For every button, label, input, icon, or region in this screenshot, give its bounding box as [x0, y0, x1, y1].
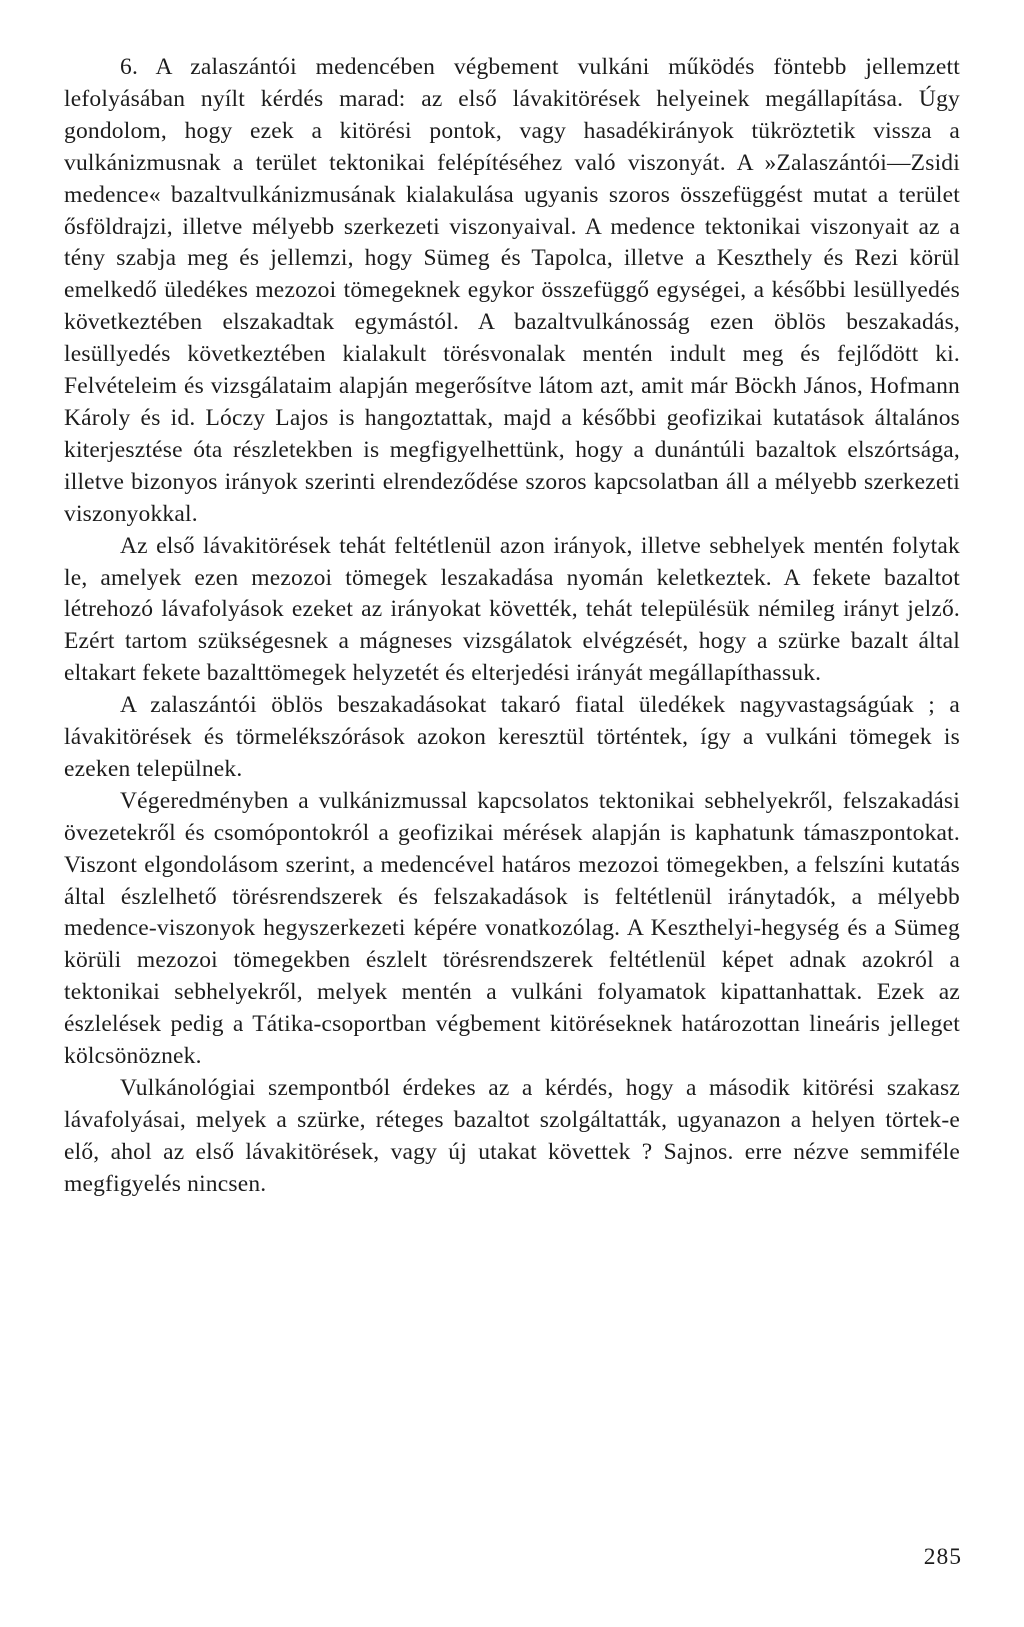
- page-body: [64, 52, 960, 1201]
- paragraph-1: 6. A zalaszántói medencében végbement vulkáni működés föntebb jellemzett lefolyásában nyílt kérdés marad: az első lávakitörések helyeinek megállapítása. Úgy gondolom, hogy ezek a kitörési pontok, vagy hasadékirányok tükröztetik vissza a vulkánizmusnak a terület tektonikai felépítéséhez való viszonyát. A »Zalaszántói—Zsidi medence« bazaltvulkánizmusának kialakulása ugyanis szoros összefüggést mutat a terület ősföldrajzi, illetve mélyebb szerkezeti viszonyaival. A medence tektonikai viszonyait az a tény szabja meg és jellemzi, hogy Sümeg és Tapolca, illetve a Keszthely és Rezi körül emelkedő üledékes mezozoi tömegeknek egykor összefüggő egységei, a későbbi lesüllyedés következtében elszakadtak egymástól. A bazaltvulkánosság ezen öblös beszakadás, lesüllyedés következtében kialakult törésvonalak mentén indult meg és fejlődött ki. Felvételeim és vizsgálataim alapján megerősítve látom azt, amit már Böckh János, Hofmann Károly és id. Lóczy Lajos is hangoztattak, majd a későbbi geofizikai kutatások általános kiterjesztése óta részletekben is megfigyelhettünk, hogy a dunántúli bazaltok elszórtsága, illetve bizonyos irányok szerinti elrendeződése szoros kapcsolatban áll a mélyebb szerkezeti viszonyokkal.: [64, 54, 960, 527]
- paragraph-4: Végeredményben a vulkánizmussal kapcsolatos tektonikai sebhelyekről, felszakadási övezetekről és csomópontokról a geofizikai mérések alapján is kaphatunk támaszpontokat. Viszont elgondolásom szerint, a medencével határos mezozoi tömegekben, a felszíni kutatás által észlelhető törésrendszerek és felszakadások is feltétlenül iránytadók, a mélyebb medence-viszonyok hegyszerkezeti képére vonatkozólag. A Keszthelyi-hegység és a Sümeg körüli mezozoi tömegekben észlelt törésrendszerek feltétlenül képet adnak azokról a tektonikai sebhelyekről, melyek mentén a vulkáni folyamatok kipattanhattak. Ezek az észlelések pedig a Tátika-csoportban végbement kitöréseknek határozottan lineáris jelleget kölcsönöznek.: [64, 787, 960, 1070]
- paragraph-2: Az első lávakitörések tehát feltétlenül azon irányok, illetve sebhelyek mentén folytak le, amelyek ezen mezozoi tömegek leszakadása nyomán keletkeztek. A fekete bazaltot létrehozó lávafolyások ezeket az irányokat követték, tehát településük némileg irányt jelző. Ezért tartom szükségesnek a mágneses vizsgálatok elvégzését, hogy a szürke bazalt által eltakart fekete bazalttömegek helyzetét és elterjedési irányát megállapíthassuk.: [64, 532, 960, 687]
- paragraph-3: A zalaszántói öblös beszakadásokat takaró fiatal üledékek nagyvastagságúak ; a lávakitörések és törmelékszórások azokon keresztül történtek, így a vulkáni tömegek is ezeken települnek.: [64, 692, 960, 782]
- page-number: 285: [923, 1544, 962, 1570]
- paragraph-5: Vulkánológiai szempontból érdekes az a kérdés, hogy a második kitörési szakasz lávafolyásai, melyek a szürke, réteges bazaltot szolgáltatták, ugyanazon a helyen törtek-e elő, ahol az első lávakitörések, vagy új utakat követtek ? Sajnos. erre nézve semmiféle megfigyelés nincsen.: [64, 1075, 960, 1197]
